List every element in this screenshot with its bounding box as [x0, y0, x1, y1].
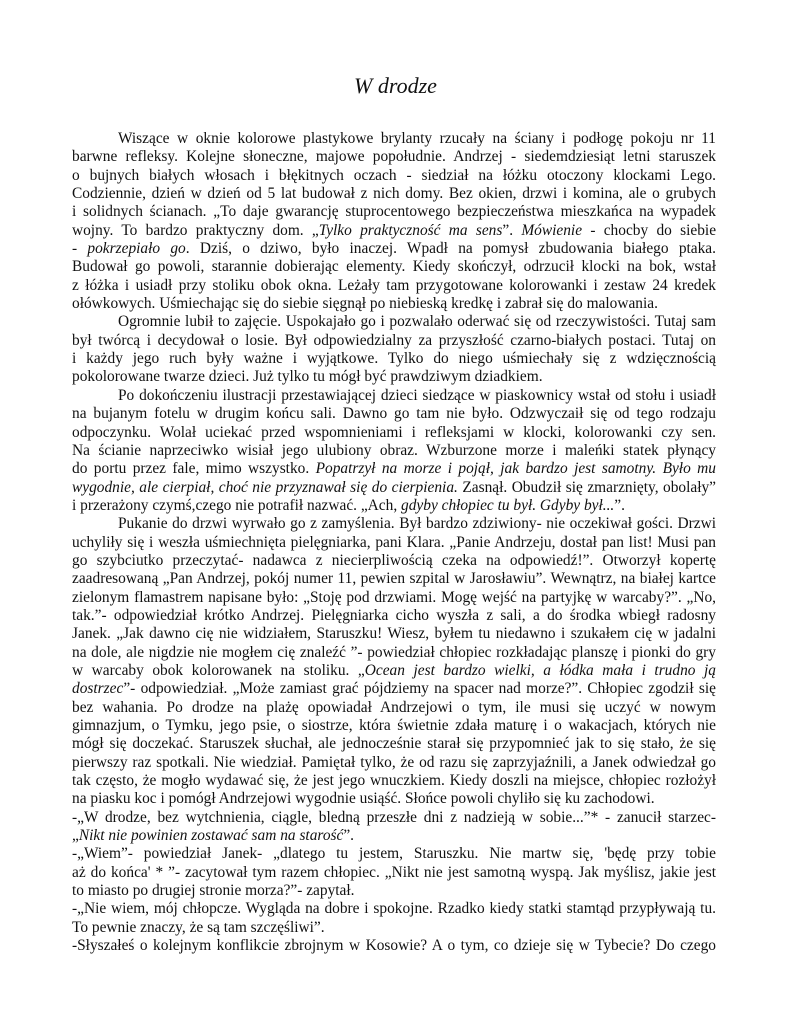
text-segment: Janek. „Jak dawno cię nie widziałem, Staruszku! Wiesz, byłem tu niedawno i szukałem cię w jadalni	[72, 625, 716, 643]
page-title: W drodze	[354, 73, 437, 98]
text-line	[72, 479, 716, 497]
text-line	[72, 240, 716, 258]
text-line	[72, 387, 716, 405]
text-segment: aż do końca' * ”- zacytował tym razem chłopiec. „Nikt nie jest samotną wyspą. Jak myślisz, jakie jest	[72, 863, 716, 881]
text-segment: Na ścianie naprzeciwko wisiał jego ulubiony obraz. Wzburzone morze i maleńki statek płynący	[72, 441, 716, 459]
text-segment: Codziennie, dzień w dzień od 5 lat budował z nich domy. Bez okien, drzwi i komina, ale o grubych	[72, 185, 716, 203]
text-segment: ”.	[343, 827, 355, 845]
text-segment: -„W drodze, bez wytchnienia, ciągle, bledną przeszłe dni z nadzieją w sobie...”* - zanucił starzec-	[72, 808, 716, 826]
text-segment: w warcaby obok kolorowanek na stoliku. „	[72, 661, 365, 679]
text-line	[72, 772, 716, 790]
text-line	[72, 460, 716, 478]
text-line	[72, 625, 716, 643]
text-segment: ołówkowych. Uśmiechając się do siebie sięgnął po niebieską kredkę i zabrał się do malowania.	[72, 295, 658, 313]
text-line	[72, 699, 716, 717]
text-line	[72, 644, 716, 662]
text-segment: -„Nie wiem, mój chłopcze. Wygląda na dobre i spokojne. Rzadko kiedy statki stamtąd przypływają tu.	[72, 900, 716, 918]
text-segment: ”.	[614, 496, 625, 514]
text-segment: go szybciutko przeczytać- nadawca z niecierpliwością czeka na odpowiedź!”. Otworzył kopertę	[72, 551, 716, 569]
text-segment: i solidnych ścianach. „To daje gwarancję stuprocentowego bezpieczeństwa mieszkańca na wypadek	[72, 203, 716, 221]
text-line	[72, 717, 716, 735]
text-segment: Pukanie do drzwi wyrwało go z zamyślenia. Był bardzo zdziwiony- nie oczekiwał gości. Drzwi	[118, 515, 716, 533]
text-segment: . Dziś, o dziwo, było inaczej. Wpadł na pomysł zbudowania białego ptaka.	[185, 240, 716, 258]
text-line	[72, 790, 716, 808]
text-segment: odpoczynku. Wolał uciekać przed wspomnieniami i refleksjami w klocki, kolorowanki czy sen.	[72, 423, 716, 441]
text-line	[72, 570, 716, 588]
text-segment: pierwszy raz spotkali. Nie wiedział. Pamiętał tylko, że od razu się zaprzyjaźnili, a Janek odwiedzał go	[72, 753, 716, 771]
text-segment: tak.”- odpowiedział krótko Andrzej. Pielęgniarka cicho wyszła z sali, a do środka wbiegł radosny	[72, 606, 716, 624]
text-line	[72, 680, 716, 698]
text-segment: to miasto po drugiej stronie morza?”- zapytał.	[72, 882, 355, 900]
text-segment: bez wahania. Po drodze na plażę opowiadał Andrzejowi o tym, ile musi się uczyć w nowym	[72, 698, 716, 716]
text-line	[72, 497, 716, 515]
text-line	[72, 332, 716, 350]
text-segment: gimnazjum, o Tymku, jego psie, o siostrze, która świetnie zdała maturę i o wakacjach, których nie	[72, 717, 716, 734]
text-segment: zaadresowaną „Pan Andrzej, pokój numer 11, pewien szpital w Jarosławiu”. Wewnątrz, na białej kartce	[72, 570, 716, 588]
italic-text-segment: Ocean jest bardzo wielki, a łódka mała i trudno ją	[364, 661, 716, 679]
text-line	[72, 515, 716, 533]
italic-text-segment: pokrzepiało go	[87, 240, 186, 258]
text-segment: o bujnych białych włosach i błękitnych oczach - siedział na łóżku otoczony klockami Lego.	[72, 166, 716, 184]
text-segment: Budował go powoli, starannie dobierając elementy. Kiedy skończył, odrzucił klocki na bok, wstał	[72, 258, 716, 276]
text-segment: ”- odpowiedział. „Może zamiast grać pójdziemy na spacer nad morze?”. Chłopiec zgodził się	[123, 680, 716, 698]
text-line	[72, 350, 716, 368]
text-line	[72, 222, 716, 240]
text-segment: Ogromnie lubił to zajęcie. Uspokajało go i pozwalało oderwać się od rzeczywistości. Tutaj sam	[118, 313, 716, 331]
text-line	[72, 424, 716, 442]
text-segment: na bujanym fotelu w drugim końcu sali. Dawno go tam nie było. Odzwyczaił się od tego rodzaju	[72, 405, 716, 423]
text-line	[72, 809, 716, 827]
text-segment: na dole, ale nigdzie nie mogłem cię znaleźć ”- powiedział chłopiec rozkładając planszę i pionki do gry	[72, 643, 716, 661]
text-line	[72, 827, 716, 845]
text-segment: To pewnie znaczy, że są tam szczęśliwi”.	[72, 918, 325, 936]
document-body	[72, 130, 716, 955]
text-segment: i przerażony czymś,czego nie potrafił nazwać. „Ach,	[72, 496, 402, 514]
text-segment: -Słyszałeś o kolejnym konflikcie zbrojnym w Kosowie? A o tym, co dzieje się w Tybecie? Do czego	[72, 937, 716, 955]
text-segment: -	[72, 240, 88, 258]
text-segment: i każdy jego ruch były ważne i wyjątkowe. Tylko do niego uśmiechały się z wdzięcznością	[72, 350, 716, 368]
text-line	[72, 405, 716, 423]
text-line	[72, 258, 716, 276]
text-segment: „	[72, 827, 79, 845]
text-line	[72, 130, 716, 148]
text-segment: z łóżka i usiadł przy stoliku obok okna. Leżały tam przygotowane kolorowanki i zestaw 24 kredek	[72, 276, 716, 294]
text-line	[72, 919, 716, 937]
text-segment: na piasku koc i pomógł Andrzejowi wygodnie usiąść. Słońce powoli chyliło się ku zachodowi.	[72, 790, 655, 808]
text-line	[72, 589, 716, 607]
text-segment: ”.	[502, 221, 522, 239]
text-line	[72, 313, 716, 331]
text-line	[72, 864, 716, 882]
italic-text-segment: wygodnie, ale cierpiał, choć nie przyznawał się do cierpienia.	[72, 478, 458, 496]
text-line	[72, 662, 716, 680]
italic-text-segment: gdyby chłopiec tu był. Gdyby był...	[401, 496, 615, 514]
text-segment: był twórcą i decydował o losie. Był odpowiedzialny za przyszłość czarno-białych postaci. Tutaj on	[72, 331, 716, 349]
text-line	[72, 277, 716, 295]
text-line	[72, 754, 716, 772]
text-line	[72, 552, 716, 570]
italic-text-segment: Popatrzył na morze i pojął, jak bardzo jest samotny. Było mu	[315, 460, 716, 478]
text-line	[72, 607, 716, 625]
text-line	[72, 534, 716, 552]
text-line	[72, 442, 716, 460]
text-segment: -„Wiem”- powiedział Janek- „dlatego tu jestem, Staruszku. Nie martw się, 'będę przy tobie	[72, 845, 716, 863]
text-segment: zielonym flamastrem napisane było: „Stoję pod drzwiami. Mogę wejść na partyjkę w warcaby?”. „No,	[72, 588, 716, 606]
text-line	[72, 845, 716, 863]
text-segment: pokolorowane twarze dzieci. Już tylko tu mógł być prawdziwym dziadkiem.	[72, 368, 543, 386]
italic-text-segment: Nikt nie powinien zostawać sam na starość	[78, 827, 344, 845]
text-segment: Wiszące w oknie kolorowe plastykowe brylanty rzucały na ściany i podłogę pokoju nr 11	[118, 130, 716, 147]
text-line	[72, 148, 716, 166]
text-segment: mógł się doczekać. Staruszek słuchał, ale jednocześnie starał się przypomnieć jak to się stało, że się	[72, 735, 716, 753]
text-segment: wojny. To bardzo praktyczny dom. „	[72, 221, 319, 239]
text-line	[72, 937, 716, 955]
text-segment: - chocby do siebie	[582, 221, 717, 239]
text-line	[72, 203, 716, 221]
text-line	[72, 368, 716, 386]
text-line	[72, 882, 716, 900]
text-segment: Po dokończeniu ilustracji przestawiającej dzieci siedzące w piaskownicy wstał od stołu i usiadł	[118, 386, 716, 404]
italic-text-segment: Mówienie	[521, 221, 583, 239]
text-segment: do portu przez fale, mimo wszystko.	[72, 460, 316, 478]
text-line	[72, 295, 716, 313]
text-line	[72, 167, 716, 185]
text-segment: Zasnął. Obudził się zmarznięty, obolały”	[457, 478, 717, 496]
italic-text-segment: Tylko praktyczność ma sens	[318, 221, 503, 239]
text-line	[72, 185, 716, 203]
text-segment: tak często, że mogło wydawać się, że jest jego wnuczkiem. Kiedy doszli na miejsce, chłopiec rozłożył	[72, 772, 716, 790]
text-segment: barwne refleksy. Kolejne słoneczne, majowe popołudnie. Andrzej - siedemdziesiąt letni staruszek	[72, 148, 716, 166]
text-segment: uchyliły się i weszła uśmiechnięta pielęgniarka, pani Klara. „Panie Andrzeju, dostał pan list! Musi pan	[72, 533, 716, 551]
text-line	[72, 900, 716, 918]
text-line	[72, 735, 716, 753]
italic-text-segment: dostrzec	[72, 680, 124, 698]
